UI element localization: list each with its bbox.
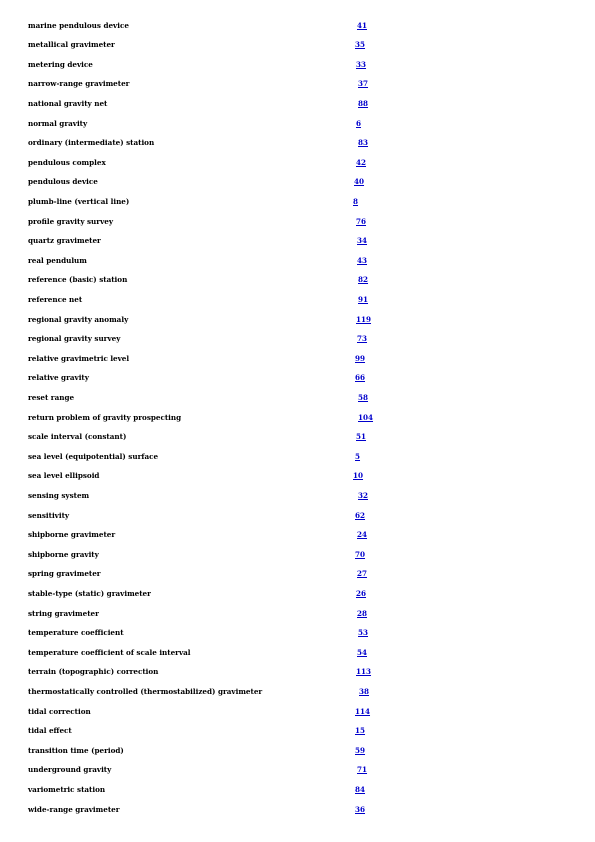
page-number-link[interactable]: 66	[355, 373, 366, 383]
glossary-term: tidal correction	[28, 706, 91, 716]
glossary-term: relative gravity	[28, 373, 89, 383]
glossary-entry	[0, 687, 595, 707]
glossary-entry	[0, 393, 595, 413]
page-number-link[interactable]: 53	[358, 628, 369, 638]
glossary-entry	[0, 217, 595, 237]
glossary-term: relative gravimetric level	[28, 353, 130, 363]
glossary-entry	[0, 354, 595, 374]
glossary-entry	[0, 40, 595, 60]
glossary-entry	[0, 373, 595, 393]
glossary-term: marine pendulous device	[28, 20, 129, 30]
page-number-link[interactable]: 119	[356, 314, 372, 324]
glossary-entry	[0, 413, 595, 433]
glossary-entry	[0, 432, 595, 452]
glossary-entry	[0, 21, 595, 41]
page-number-link[interactable]: 40	[354, 177, 365, 187]
page-number-link[interactable]: 33	[356, 59, 367, 69]
glossary-entry	[0, 765, 595, 785]
glossary-term: temperature coefficient	[28, 628, 124, 638]
page-number-link[interactable]: 82	[358, 275, 369, 285]
page-number-link[interactable]: 15	[355, 726, 366, 736]
glossary-term: normal gravity	[28, 118, 88, 128]
glossary-entry	[0, 197, 595, 217]
page-number-link[interactable]: 27	[357, 569, 368, 579]
page-number-link[interactable]: 59	[355, 745, 366, 755]
glossary-term: plumb-line (vertical line)	[28, 196, 130, 206]
glossary-entry	[0, 707, 595, 727]
glossary-term: regional gravity survey	[28, 334, 121, 344]
glossary-term: thermostatically controlled (thermostabilized) gravimeter	[28, 686, 263, 696]
page-number-link[interactable]: 28	[357, 608, 368, 618]
glossary-term: temperature coefficient of scale interval	[28, 647, 191, 657]
page-number-link[interactable]: 62	[355, 510, 366, 520]
glossary-term: return problem of gravity prospecting	[28, 412, 182, 422]
glossary-entry	[0, 295, 595, 315]
glossary-term: spring gravimeter	[28, 569, 101, 579]
glossary-entry	[0, 805, 595, 825]
glossary-term: terrain (topographic) correction	[28, 667, 159, 677]
glossary-term: metering device	[28, 59, 93, 69]
glossary-term: metallical gravimeter	[28, 40, 115, 50]
page-number-link[interactable]: 51	[356, 432, 367, 442]
glossary-term: stable-type (static) gravimeter	[28, 588, 151, 598]
glossary-term: pendulous complex	[28, 157, 106, 167]
page-number-link[interactable]: 26	[356, 588, 367, 598]
glossary-term: sensing system	[28, 490, 90, 500]
glossary-entry	[0, 785, 595, 805]
glossary-term: pendulous device	[28, 177, 98, 187]
page-number-link[interactable]: 42	[356, 157, 367, 167]
glossary-term: wide-range gravimeter	[28, 804, 120, 814]
glossary-term: scale interval (constant)	[28, 432, 127, 442]
glossary-entry	[0, 746, 595, 766]
page-number-link[interactable]: 70	[355, 549, 366, 559]
page-number-link[interactable]: 34	[357, 236, 368, 246]
glossary-entry	[0, 236, 595, 256]
glossary-term: sea level (equipotential) surface	[28, 451, 159, 461]
glossary-term: national gravity net	[28, 98, 108, 108]
glossary-entry	[0, 79, 595, 99]
glossary-term: real pendulum	[28, 255, 87, 265]
glossary-entry	[0, 726, 595, 746]
page-number-link[interactable]: 73	[357, 334, 368, 344]
glossary-entry	[0, 569, 595, 589]
glossary-term: ordinary (intermediate) station	[28, 138, 155, 148]
page-number-link[interactable]: 76	[356, 216, 367, 226]
glossary-entry	[0, 158, 595, 178]
glossary-entry	[0, 452, 595, 472]
glossary-term: sensitivity	[28, 510, 70, 520]
glossary-term: regional gravity anomaly	[28, 314, 129, 324]
glossary-term: shipborne gravimeter	[28, 530, 116, 540]
page-number-link[interactable]: 71	[357, 765, 368, 775]
glossary-entry	[0, 60, 595, 80]
glossary-term: narrow-range gravimeter	[28, 79, 130, 89]
glossary-entry	[0, 511, 595, 531]
page-number-link[interactable]: 5	[355, 451, 361, 461]
glossary-entry	[0, 550, 595, 570]
glossary-entry	[0, 334, 595, 354]
glossary-entry	[0, 667, 595, 687]
glossary-entry	[0, 256, 595, 276]
glossary-term: sea level ellipsoid	[28, 471, 100, 481]
glossary-term: profile gravity survey	[28, 216, 113, 226]
page-number-link[interactable]: 36	[355, 804, 366, 814]
glossary-entry	[0, 530, 595, 550]
glossary-term: reference net	[28, 294, 83, 304]
glossary-entry	[0, 138, 595, 158]
glossary-term: tidal effect	[28, 726, 72, 736]
glossary-entry	[0, 315, 595, 335]
glossary-term: string gravimeter	[28, 608, 99, 618]
page-number-link[interactable]: 24	[357, 530, 368, 540]
page-number-link[interactable]: 41	[357, 20, 368, 30]
page-number-link[interactable]: 38	[359, 686, 370, 696]
glossary-term: underground gravity	[28, 765, 112, 775]
glossary-term: reset range	[28, 392, 75, 402]
glossary-term: shipborne gravity	[28, 549, 99, 559]
glossary-entry	[0, 628, 595, 648]
glossary-term: variometric station	[28, 784, 106, 794]
page-number-link[interactable]: 114	[355, 706, 371, 716]
glossary-entry	[0, 609, 595, 629]
glossary-entry	[0, 589, 595, 609]
page-number-link[interactable]: 10	[353, 471, 364, 481]
page-number-link[interactable]: 104	[358, 412, 374, 422]
glossary-entry	[0, 275, 595, 295]
page-number-link[interactable]: 6	[356, 118, 362, 128]
page-number-link[interactable]: 58	[358, 392, 369, 402]
page-number-link[interactable]: 84	[355, 784, 366, 794]
glossary-entry	[0, 99, 595, 119]
page-number-link[interactable]: 91	[358, 294, 369, 304]
glossary-entry	[0, 648, 595, 668]
glossary-entry	[0, 471, 595, 491]
page-number-link[interactable]: 113	[356, 667, 372, 677]
glossary-entry	[0, 177, 595, 197]
page-number-link[interactable]: 88	[358, 98, 369, 108]
page-number-link[interactable]: 8	[353, 196, 359, 206]
page-number-link[interactable]: 32	[358, 490, 369, 500]
glossary-entry	[0, 119, 595, 139]
glossary-entry	[0, 491, 595, 511]
page-number-link[interactable]: 83	[358, 138, 369, 148]
glossary-term: reference (basic) station	[28, 275, 128, 285]
page-number-link[interactable]: 99	[355, 353, 366, 363]
page-number-link[interactable]: 37	[358, 79, 369, 89]
glossary-term: quartz gravimeter	[28, 236, 101, 246]
page-number-link[interactable]: 43	[357, 255, 368, 265]
glossary-term: transition time (period)	[28, 745, 124, 755]
page-number-link[interactable]: 54	[357, 647, 368, 657]
page-number-link[interactable]: 35	[355, 40, 366, 50]
